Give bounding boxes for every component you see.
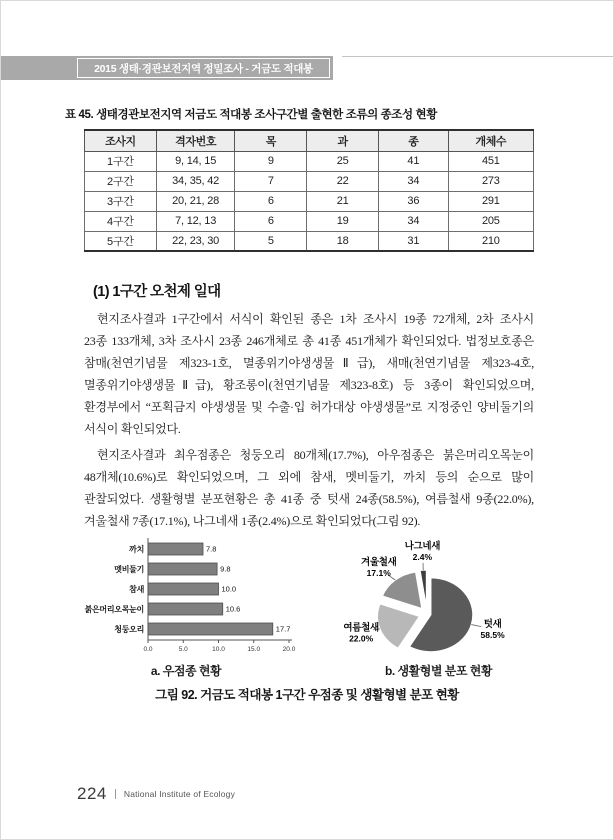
table-cell: 2구간 [85, 171, 157, 191]
bar-category-label: 참새 [129, 585, 144, 594]
table-row [85, 191, 534, 211]
pie-chart-box [331, 536, 561, 664]
table-cell: 31 [379, 231, 449, 251]
table-cell: 22, 23, 30 [156, 231, 235, 251]
table-cell: 6 [235, 191, 307, 211]
footer-institute: National Institute of Ecology [123, 789, 236, 799]
bar-category-label: 멧비둘기 [114, 565, 144, 574]
table-header-cell: 조사지 [85, 130, 157, 151]
bar [148, 563, 217, 575]
pie-slice-label: 텃새 [483, 619, 502, 631]
bar-chart-caption: a. 우점종 현황 [150, 664, 222, 678]
header-banner-title: 2015 생태·경관보전지역 정밀조사 - 거금도 적대봉 [94, 62, 313, 75]
table-header-cell: 격자번호 [156, 130, 235, 151]
bar-chart [71, 536, 321, 662]
text-line: 멸종위기야생생물Ⅱ급), 황조롱이(천연기념물 제323-8호) 등 3종이 확인되었으며, [84, 378, 534, 392]
bar [148, 603, 223, 615]
page-number: 224 [77, 784, 107, 803]
survey-table-header-row [85, 130, 534, 151]
pie-slice-label: 여름철새 [343, 622, 379, 634]
text-line: 겨울철새 7종(17.1%), 나그네새 1종(2.4%)으로 확인되었다(그림 92). [84, 514, 421, 528]
text-line: 현지조사결과 1구간에서 서식이 확인된 종은 1차 조사시 19종 72개체, 2차 조사시 [97, 312, 534, 326]
table-cell: 21 [307, 191, 379, 211]
table-cell: 6 [235, 211, 307, 231]
table-row [85, 151, 534, 171]
table-cell: 7, 12, 13 [156, 211, 235, 231]
table-cell: 273 [448, 171, 533, 191]
table-cell: 36 [379, 191, 449, 211]
table-header-cell: 종 [379, 130, 449, 151]
table-row [85, 211, 534, 231]
bar-value-label: 9.8 [220, 564, 231, 574]
table-cell: 34, 35, 42 [156, 171, 235, 191]
table-cell: 205 [448, 211, 533, 231]
text-line: 23종 133개체, 3차 조사시 23종 246개체로 총 41종 451개체가 확인되었다. 법정보호종은 [84, 334, 534, 348]
table-cell: 20, 21, 28 [156, 191, 235, 211]
header-banner-box [77, 58, 330, 78]
bar [148, 543, 203, 555]
pie-slice-percent: 17.1% [366, 567, 391, 578]
bar-value-label: 10.0 [221, 584, 237, 594]
text-line: 48개체(10.6%)로 확인되었으며, 그 외에 참새, 멧비둘기, 까치 등의 순으로 많이 [84, 470, 534, 484]
bar-category-label: 붉은머리오목눈이 [84, 605, 144, 614]
table-cell: 5 [235, 231, 307, 251]
pie-slice-label: 겨울철새 [360, 556, 397, 568]
table-cell: 291 [448, 191, 533, 211]
table-header-cell: 목 [235, 130, 307, 151]
pie-chart-caption: b. 생활형별 분포 현황 [385, 664, 492, 678]
table-cell: 5구간 [85, 231, 157, 251]
table-cell: 1구간 [85, 151, 157, 171]
survey-table [84, 129, 534, 252]
table-cell: 18 [307, 231, 379, 251]
x-axis-tick-label: 0.0 [143, 646, 153, 653]
pie-slice-label: 나그네새 [404, 541, 441, 553]
table-cell: 19 [307, 211, 379, 231]
bar-category-label: 까치 [129, 545, 144, 554]
paragraph [84, 308, 534, 440]
bar-value-label: 17.7 [275, 624, 291, 634]
text-line: 환경부에서 “포획금지 야생생물 및 수출·입 허가대상 야생생물”로 지정중인 양비둘기의 [84, 400, 534, 414]
header-banner [1, 56, 333, 80]
x-axis-tick-label: 10.0 [212, 646, 225, 653]
footer-divider [115, 789, 116, 799]
figure-caption: 그림 92. 거금도 적대봉 1구간 우점종 및 생활형별 분포 현황 [155, 688, 459, 702]
table-cell: 22 [307, 171, 379, 191]
header-rule [342, 56, 613, 57]
bar-value-label: 10.6 [225, 604, 241, 614]
table-row [85, 231, 534, 251]
table-cell: 9, 14, 15 [156, 151, 235, 171]
survey-table-body [85, 151, 534, 251]
pie-chart [331, 536, 561, 664]
x-axis-tick-label: 15.0 [247, 646, 261, 653]
body-text [84, 308, 534, 532]
table-header-cell: 개체수 [448, 130, 533, 151]
x-axis-tick-label: 20.0 [282, 646, 296, 653]
bar [148, 623, 273, 635]
table-cell: 41 [379, 151, 449, 171]
bar [148, 583, 219, 595]
bar-category-label: 청둥오리 [114, 625, 144, 634]
table-cell: 451 [448, 151, 533, 171]
pie-slice-percent: 2.4% [412, 552, 433, 563]
pie-slice-percent: 58.5% [480, 630, 505, 641]
paragraph [84, 444, 534, 532]
table-caption: 표 45. 생태경관보전지역 저금도 적대봉 조사구간별 출현한 조류의 종조성 현황 [65, 109, 437, 121]
table-header-cell: 과 [307, 130, 379, 151]
text-line: 관찰되었다. 생활형별 분포현황은 총 41종 중 텃새 24종(58.5%), 여름철새 9종(22.0%), [84, 492, 534, 506]
table-cell: 7 [235, 171, 307, 191]
bar-value-label: 7.8 [205, 544, 217, 554]
text-line: 서식이 확인되었다. [84, 422, 181, 436]
section-heading: (1) 1구간 오천제 일대 [93, 284, 221, 300]
table-cell: 3구간 [85, 191, 157, 211]
bar-chart-box [71, 536, 321, 662]
table-cell: 210 [448, 231, 533, 251]
table-row [85, 171, 534, 191]
footer [77, 784, 235, 804]
table-cell: 4구간 [85, 211, 157, 231]
table-cell: 25 [307, 151, 379, 171]
text-line: 현지조사결과 최우점종은 청둥오리 80개체(17.7%), 아우점종은 붉은머리오목눈이 [97, 448, 534, 462]
table-cell: 9 [235, 151, 307, 171]
table-cell: 34 [379, 211, 449, 231]
text-line: 참매(천연기념물 제323-1호, 멸종위기야생생물Ⅱ급), 새매(천연기념물 제323-4호, [84, 356, 534, 370]
pie-slice-percent: 22.0% [349, 633, 374, 644]
table-cell: 34 [379, 171, 449, 191]
x-axis-tick-label: 5.0 [178, 646, 188, 653]
